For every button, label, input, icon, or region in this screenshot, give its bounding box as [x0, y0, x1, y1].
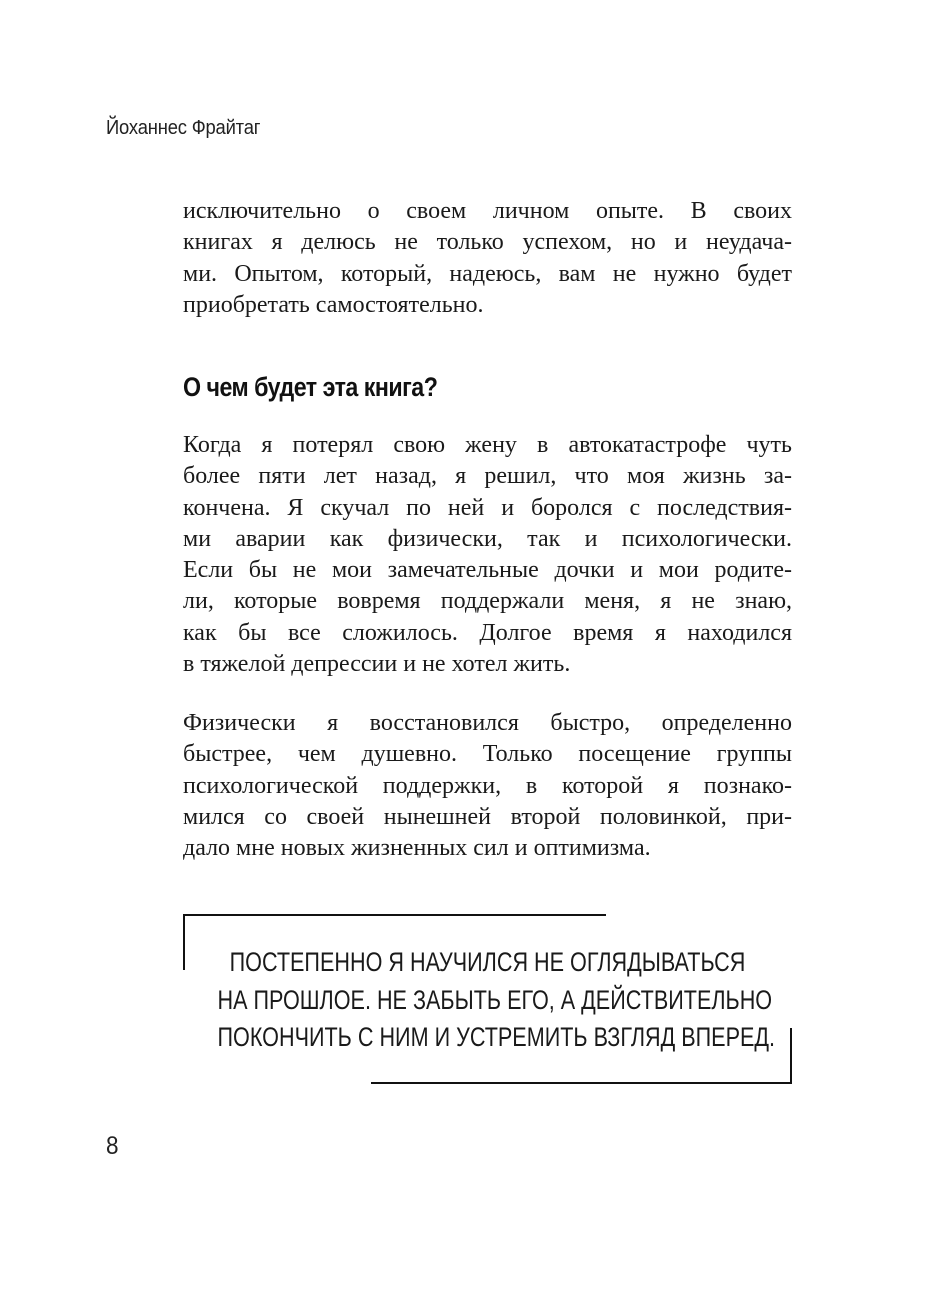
- pullquote-top-rule: [183, 914, 606, 916]
- pullquote-bottom-corner-rule: [790, 1028, 792, 1084]
- paragraph-line: книгах я делюсь не только успехом, но и неудача-: [183, 229, 792, 256]
- paragraph-line: ми аварии как физически, так и психологически.: [183, 525, 792, 552]
- paragraph-line: кончена. Я скучал по ней и боролся с последствия-: [183, 494, 792, 521]
- pullquote-line: НА ПРОШЛОЕ. НЕ ЗАБЫТЬ ЕГО, А ДЕЙСТВИТЕЛЬНО: [217, 984, 773, 1015]
- paragraph-line: быстрее, чем душевно. Только посещение группы: [183, 741, 792, 768]
- running-head-author: Йоханнес Фрайтаг: [106, 117, 261, 139]
- paragraph-line: ми. Опытом, который, надеюсь, вам не нужно будет: [183, 260, 792, 287]
- paragraph-line: Если бы не мои замечательные дочки и мои родите-: [183, 557, 792, 584]
- paragraph-line: Когда я потерял свою жену в автокатастрофе чуть: [183, 432, 792, 458]
- paragraph-line: более пяти лет назад, я решил, что моя жизнь за-: [183, 463, 792, 490]
- body-paragraph: [183, 708, 792, 864]
- paragraph-line: ли, которые вовремя поддержали меня, я не знаю,: [183, 588, 792, 615]
- pullquote-line: ПОКОНЧИТЬ С НИМ И УСТРЕМИТЬ ВЗГЛЯД ВПЕРЕД.: [217, 1022, 776, 1052]
- paragraph-line: в тяжелой депрессии и не хотел жить.: [183, 651, 571, 678]
- body-paragraph: [183, 196, 792, 321]
- body-paragraph: [183, 430, 792, 680]
- pullquote-bottom-rule: [371, 1082, 792, 1084]
- paragraph-line: исключительно о своем личном опыте. В своих: [183, 198, 792, 224]
- pullquote-line: ПОСТЕПЕННО Я НАУЧИЛСЯ НЕ ОГЛЯДЫВАТЬСЯ: [229, 947, 746, 977]
- section-heading: О чем будет эта книга?: [183, 372, 438, 402]
- paragraph-line: приобретать самостоятельно.: [183, 291, 484, 318]
- paragraph-line: дало мне новых жизненных сил и оптимизма.: [183, 835, 651, 862]
- pullquote: [150, 944, 825, 1057]
- page-number: 8: [106, 1132, 119, 1160]
- paragraph-line: мился со своей нынешней второй половинкой, при-: [183, 803, 792, 830]
- paragraph-line: как бы все сложилось. Долгое время я находился: [183, 619, 792, 646]
- paragraph-line: психологической поддержки, в которой я познако-: [183, 772, 792, 799]
- paragraph-line: Физически я восстановился быстро, определенно: [183, 710, 792, 736]
